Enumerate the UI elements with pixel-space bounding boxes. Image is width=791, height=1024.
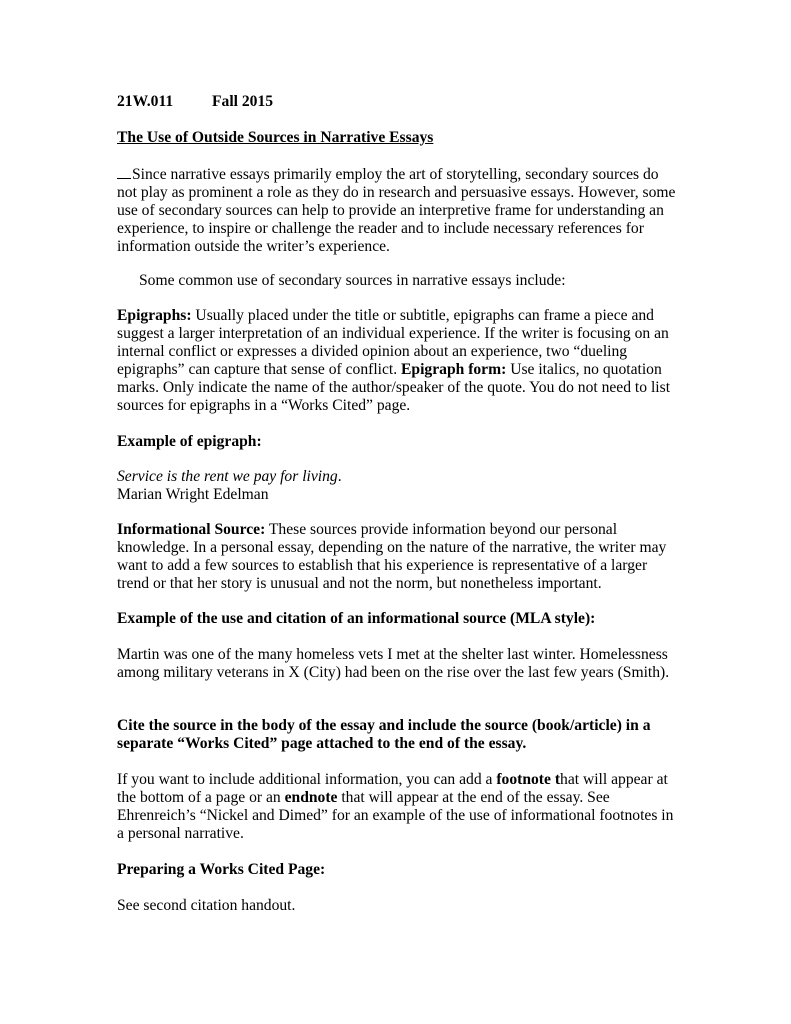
endnote-term: endnote [284, 789, 338, 806]
epigraphs-label: Epigraphs: [117, 307, 192, 324]
course-term: Fall 2015 [212, 93, 274, 110]
epigraph-quote-end: . [337, 468, 342, 485]
epigraph-quote: Service is the rent we pay for living [117, 468, 338, 485]
epigraph-form-text: Use italics, no quotation marks. Only indicate the name of the author/speaker of the quote. You do not need to list sources for epigraphs in a “Works Cited” page. [117, 361, 671, 414]
additional-text-3: that will appear at the end of the essay. See Ehrenreich’s “Nickel and Dimed” for an example of the use of informational footnotes in a personal narrative. [117, 789, 674, 842]
additional-text-2: hat will appear at the bottom of a page or an [117, 771, 668, 806]
course-number: 21W.011 [117, 93, 174, 110]
epigraph-form-label: Epigraph form: [401, 361, 507, 378]
informational-label: Informational Source: [117, 521, 266, 538]
additional-paragraph [117, 771, 677, 843]
example-epigraph-heading: Example of epigraph: [117, 433, 262, 450]
works-cited-heading: Preparing a Works Cited Page: [117, 861, 326, 878]
informational-paragraph [117, 521, 677, 593]
intro-paragraph [117, 164, 677, 256]
example-info-heading: Example of the use and citation of an informational source (MLA style): [117, 610, 596, 627]
epigraph-author: Marian Wright Edelman [117, 486, 269, 503]
example-info-paragraph: Martin was one of the many homeless vets I met at the shelter last winter. Homelessness among military veterans in X (City) had been on the rise over the last few years (Smith). [117, 646, 670, 681]
closing-line: See second citation handout. [117, 897, 296, 914]
cite-note: Cite the source in the body of the essay and include the source (book/article) in a separate “Works Cited” page attached to the end of the essay. [117, 717, 651, 752]
footnote-term: footnote t [496, 771, 561, 788]
intro-text: Since narrative essays primarily employ the art of storytelling, secondary sources do not play as prominent a role as they do in research and persuasive essays. However, some use of secondary sources can help to provide an interpretive frame for understanding an experience, to inspire or challenge the reader and to include necessary references for information outside the writer’s experience. [117, 166, 676, 255]
epigraph-example [117, 468, 677, 504]
additional-text-1: If you want to include additional information, you can add a [117, 771, 497, 788]
epigraphs-paragraph [117, 307, 677, 415]
document-title: The Use of Outside Sources in Narrative Essays [117, 129, 434, 146]
course-header [117, 93, 677, 111]
epigraphs-text: Usually placed under the title or subtitle, epigraphs can frame a piece and suggest a larger interpretation of an individual experience. If the writer is focusing on an internal conflict or expresses a divided opinion about an experience, two “dueling epigraphs” can capture that sense of conflict. [117, 307, 669, 378]
informational-text: These sources provide information beyond our personal knowledge. In a personal essay, depending on the nature of the narrative, the writer may want to add a few sources to establish that his experience is representative of a larger trend or that her story is unusual and not the norm, but nonetheless important. [117, 521, 667, 592]
common-uses-line: Some common use of secondary sources in narrative essays include: [139, 272, 566, 289]
underline-mark [117, 164, 131, 179]
